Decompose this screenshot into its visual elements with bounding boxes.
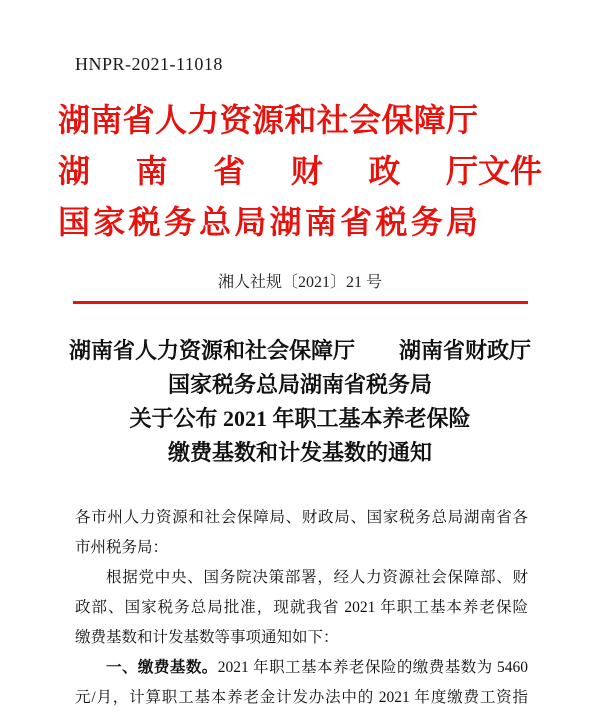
body-bold-lead: 一、缴费基数。	[106, 659, 218, 676]
document-number: 湘人社规〔2021〕21 号	[217, 274, 382, 291]
document-title	[0, 334, 600, 470]
body-text-line: 元/月，计算职工基本养老金计发办法中的 2021 年度缴费工资指	[75, 689, 528, 706]
body-text-line: 根据党中央、国务院决策部署，经人力资源社会保障部、财	[106, 569, 528, 586]
body-text-line: 各市州人力资源和社会保障局、财政局、国家税务总局湖南省各	[75, 509, 528, 526]
agency-name-tax: 国家税务总局湖南省税务局	[58, 204, 478, 240]
letterhead-line-1	[58, 95, 558, 146]
title-line: 缴费基数和计发基数的通知	[167, 440, 432, 465]
agency-name-hrss: 湖南省人力资源和社会保障厅	[58, 102, 478, 138]
body-text-line: 市州税务局：	[75, 539, 169, 556]
document-registration-code: HNPR-2021-11018	[75, 54, 223, 74]
body-text-line: 一、缴费基数。2021 年职工基本养老保险的缴费基数为 5460	[106, 659, 528, 676]
letterhead-line-3	[58, 197, 558, 248]
letterhead-document-suffix: 文件	[478, 153, 543, 189]
title-line: 湖南省人力资源和社会保障厅 湖南省财政厅	[68, 338, 531, 363]
body-text-line: 政部、国家税务总局批准，现就我省 2021 年职工基本养老保险	[75, 599, 528, 616]
red-letterhead	[58, 95, 558, 248]
title-line: 关于公布 2021 年职工基本养老保险	[129, 406, 471, 431]
document-body	[75, 503, 528, 713]
body-text-line: 缴费基数和计发基数等事项通知如下：	[75, 629, 339, 646]
letterhead-line-2	[58, 146, 558, 197]
red-divider-line	[73, 301, 528, 304]
agency-name-finance: 湖南省财政厅	[58, 153, 478, 189]
title-line: 国家税务总局湖南省税务局	[167, 372, 432, 397]
